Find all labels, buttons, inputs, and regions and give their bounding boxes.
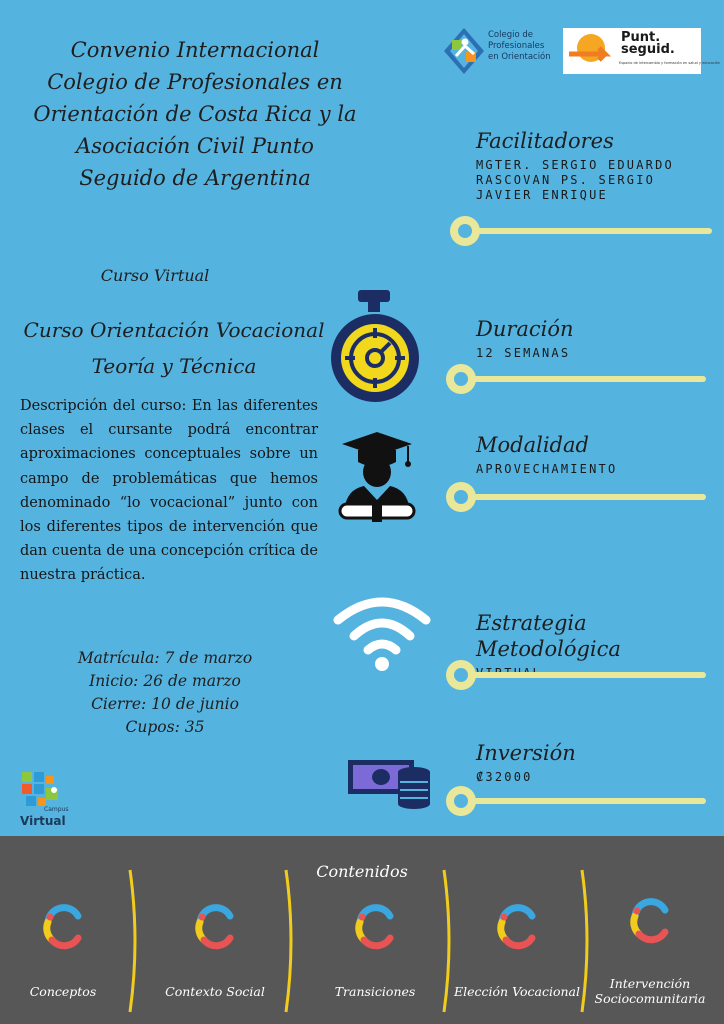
- section-inversion: [476, 740, 716, 785]
- c-logo-icon: [38, 902, 88, 952]
- stopwatch-icon: [328, 286, 424, 408]
- section-modalidad: [476, 432, 716, 477]
- colegio-logo-text: Colegio de Profesionales en Orientación: [488, 30, 551, 62]
- topic-transiciones: [305, 892, 445, 999]
- topic-contexto-social: [145, 892, 285, 999]
- enrollment-date: Matrícula: 7 de marzo: [77, 649, 253, 667]
- graduate-icon: [334, 428, 420, 528]
- topic-eleccion-vocacional: [447, 892, 587, 999]
- timeline-line: [472, 494, 706, 500]
- section-duracion: [476, 316, 716, 361]
- topic-label: Transiciones: [334, 984, 416, 999]
- duracion-heading: Duración: [476, 317, 574, 341]
- punto-seguido-logo: [563, 28, 720, 74]
- inversion-value: ₡32000: [476, 770, 533, 784]
- topic-conceptos: [0, 892, 133, 999]
- topic-label: Contexto Social: [165, 984, 265, 999]
- topic-label: Intervención Sociocomunitaria: [594, 976, 706, 1006]
- modalidad-heading: Modalidad: [476, 433, 589, 457]
- topic-label: Conceptos: [29, 984, 97, 999]
- campus-logo-text: Virtual: [20, 814, 66, 828]
- modalidad-value: APROVECHAMIENTO: [476, 462, 618, 476]
- course-name: Curso Orientación Vocacional Teoría y Técnica: [23, 318, 325, 378]
- money-icon: [346, 758, 434, 810]
- campus-virtual-logo: [20, 770, 76, 832]
- facilitadores-heading: Facilitadores: [476, 129, 614, 153]
- timeline-line: [476, 228, 712, 234]
- punto-seguido-logo-icon: [565, 28, 621, 74]
- poster-title: Convenio Internacional Colegio de Profesionales en Orientación de Costa Rica y la Asociación Civil Punto Seguido de Argentina: [33, 38, 357, 190]
- colegio-logo-icon: [442, 26, 486, 76]
- c-logo-icon: [492, 902, 542, 952]
- section-facilitadores: [476, 128, 716, 203]
- end-date: Cierre: 10 de junio: [91, 695, 239, 713]
- seats: Cupos: 35: [125, 718, 205, 736]
- duracion-value: 12 SEMANAS: [476, 346, 571, 360]
- contents-footer: [0, 836, 724, 1024]
- c-logo-icon: [350, 902, 400, 952]
- contents-title: Contenidos: [316, 862, 408, 881]
- facilitadores-value: MGTER. SERGIO EDUARDO RASCOVAN PS. SERGIO JAVIER ENRIQUE: [476, 158, 674, 202]
- punto-seguido-tagline: Espacio de intercambio y formación en salud y educación: [619, 61, 720, 65]
- timeline-line: [472, 798, 706, 804]
- estrategia-heading: Estrategia Metodológica: [476, 611, 621, 661]
- c-logo-icon: [625, 896, 675, 946]
- section-estrategia: [476, 610, 716, 681]
- campus-logo-small: Campus: [44, 806, 69, 813]
- course-kind: Curso Virtual: [100, 266, 210, 285]
- timeline-line: [472, 376, 706, 382]
- colegio-logo: [442, 26, 552, 76]
- start-date: Inicio: 26 de marzo: [89, 672, 241, 690]
- course-description: Descripción del curso: En las diferentes clases el cursante podrá encontrar aproximaciones conceptuales sobre un campo de problemáticas que hemos denominado “lo vocacional” junto con los diferentes tipos de intervención que dan cuenta de una concepción crítica de nuestra práctica.: [20, 398, 318, 584]
- inversion-heading: Inversión: [476, 741, 576, 765]
- punto-seguido-logo-text: Punt. seguid.: [621, 30, 675, 57]
- course-dates: [60, 647, 270, 739]
- wifi-icon: [332, 592, 432, 672]
- topic-intervencion-sociocomunitaria: [580, 886, 720, 1006]
- topic-label: Elección Vocacional: [454, 984, 580, 999]
- c-logo-icon: [190, 902, 240, 952]
- timeline-line: [472, 672, 706, 678]
